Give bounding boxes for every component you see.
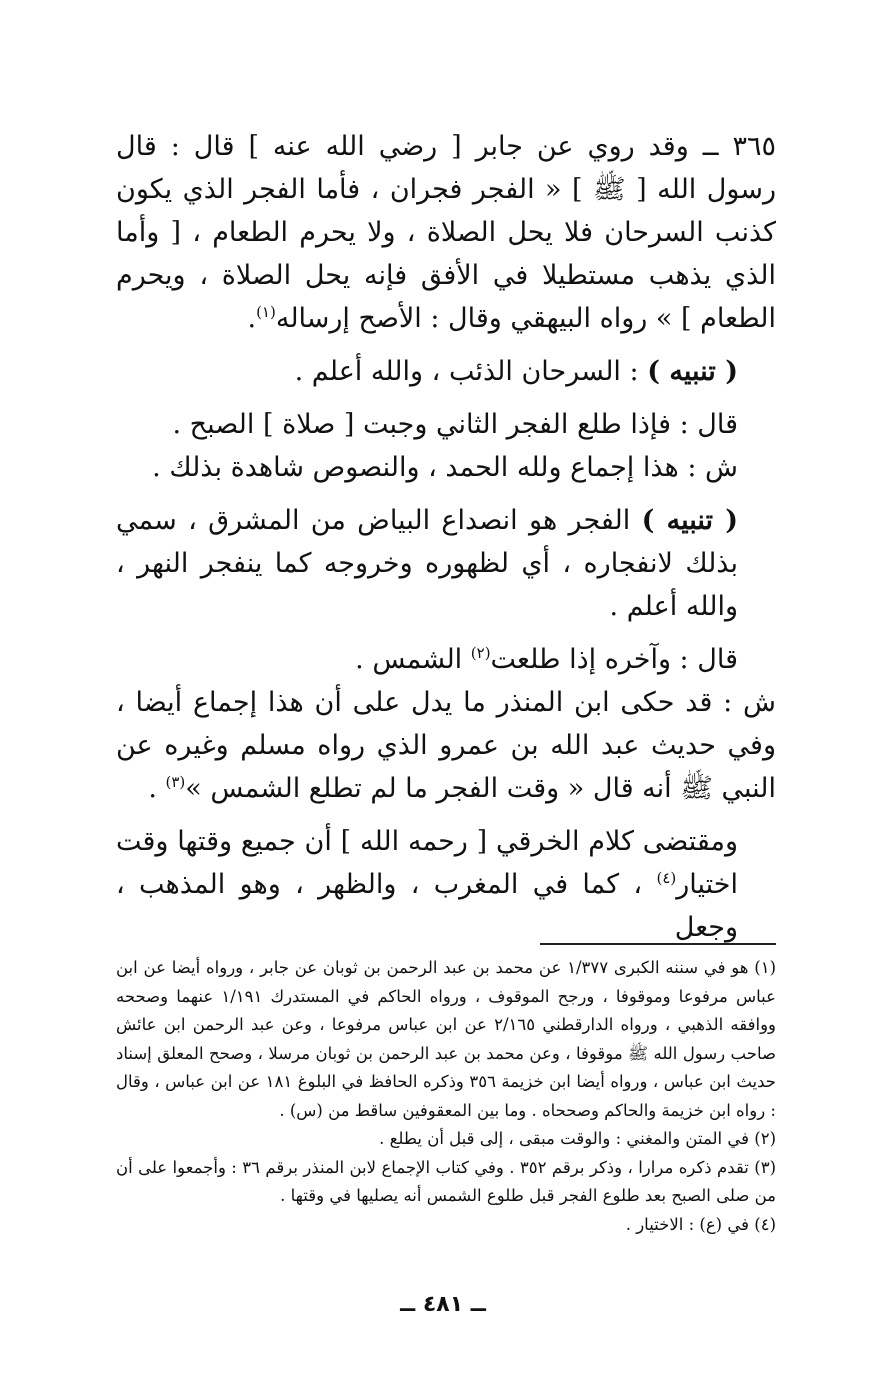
tanbih-2-text: الفجر هو انصداع البياض من المشرق ، سمي بذلك لانفجاره ، أي لظهوره وخروجه كما ينفجر النهر ، والله أعلم . — [116, 505, 738, 622]
matn-qala-2 — [116, 638, 776, 681]
footnotes — [116, 954, 776, 1239]
matn-qala-1: قال : فإذا طلع الفجر الثاني وجبت [ صلاة ] الصبح . — [172, 409, 738, 440]
hadith-365-paragraph — [116, 125, 776, 340]
footnote-ref-3[interactable]: (٣) — [165, 773, 186, 791]
tanbih-2-paragraph — [116, 499, 776, 628]
hadith-365-end: . — [247, 303, 257, 334]
muqtada-paragraph — [116, 820, 776, 949]
tanbih-1-label: ( تنبيه ) — [647, 356, 738, 387]
sharh-1: ش : هذا إجماع ولله الحمد ، والنصوص شاهدة بذلك . — [152, 452, 738, 483]
sharh-2 — [116, 681, 776, 810]
main-text — [116, 125, 776, 949]
footnote-ref-2[interactable]: (٢) — [470, 644, 491, 662]
footnote-ref-1[interactable]: (١) — [256, 303, 276, 321]
tanbih-1-paragraph — [116, 350, 776, 393]
matn-qala-2-text-b: الشمس . — [355, 644, 463, 675]
tanbih-2-label: ( تنبيه ) — [641, 505, 738, 536]
hadith-365-text: ٣٦٥ ــ وقد روي عن جابر [ رضي الله عنه ] قال : قال رسول الله [ ﷺ ] « الفجر فجران ، فأما الفجر الذي يكون كذنب السرحان فلا يحل الصلاة ، ولا يحرم الطعام ، [ وأما الذي يذهب مستطيلا في الأفق فإنه يحل الصلاة ، ويحرم الطعام ] » رواه البيهقي وقال : الأصح إرساله — [116, 131, 776, 334]
footnote-2: (٢) في المتن والمغني : والوقت مبقى ، إلى قبل أن يطلع . — [379, 1129, 776, 1148]
sharh-2-end: . — [148, 773, 157, 804]
footnote-4: (٤) في (ع) : الاختيار . — [625, 1214, 776, 1234]
tanbih-1-text: : السرحان الذئب ، والله أعلم . — [294, 356, 639, 387]
footnote-1: (١) هو في سننه الكبرى ١/٣٧٧ عن محمد بن عبد الرحمن بن ثوبان عن جابر ، ورواه أيضا عن ابن عباس مرفوعا وموقوفا ، ورجح الموقوف ، ورواه الحاكم في المستدرك ١/١٩١ عنهما وصححه ووافقه الذهبي ، ورواه الدارقطني ٢/١٦٥ عن ابن عباس مرفوعا ، وعن عبد الرحمن ابن عائش صاحب رسول الله ﷺ موقوفا ، وعن محمد بن عبد الرحمن بن ثوبان مرسلا ، وصحح المعلق إسناد حديث ابن عباس ، ورواه أيضا ابن خزيمة ٣٥٦ وذكره الحافظ في البلوغ ١٨١ عن ابن عباس ، وقال : رواه ابن خزيمة والحاكم وصححاه . وما بين المعقوفين ساقط من (س) . — [116, 958, 777, 1120]
footnote-separator — [540, 943, 776, 945]
muqtada-text-b: ، كما في المغرب ، والظهر ، وهو المذهب ، وجعل — [116, 869, 738, 943]
sharh-2-text: ش : قد حكى ابن المنذر ما يدل على أن هذا إجماع أيضا ، وفي حديث عبد الله بن عمرو الذي رواه مسلم وغيره عن النبي ﷺ أنه قال « وقت الفجر ما لم تطلع الشمس » — [116, 687, 776, 804]
footnote-3: (٣) تقدم ذكره مرارا ، وذكر برقم ٣٥٢ . وفي كتاب الإجماع لابن المنذر برقم ٣٦ : وأجمعوا على أن من صلى الصبح بعد طلوع الفجر قبل طلوع الشمس أنه يصليها في وقتها . — [116, 1157, 776, 1205]
page-number: ــ ٤٨١ ــ — [400, 1292, 486, 1317]
footnote-ref-4[interactable]: (٤) — [656, 869, 677, 887]
muqtada-text-a: ومقتضى كلام الخرقي [ رحمه الله ] أن جميع وقتها وقت اختيار — [116, 826, 738, 900]
matn-qala-2-text-a: قال : وآخره إذا طلعت — [490, 644, 738, 675]
